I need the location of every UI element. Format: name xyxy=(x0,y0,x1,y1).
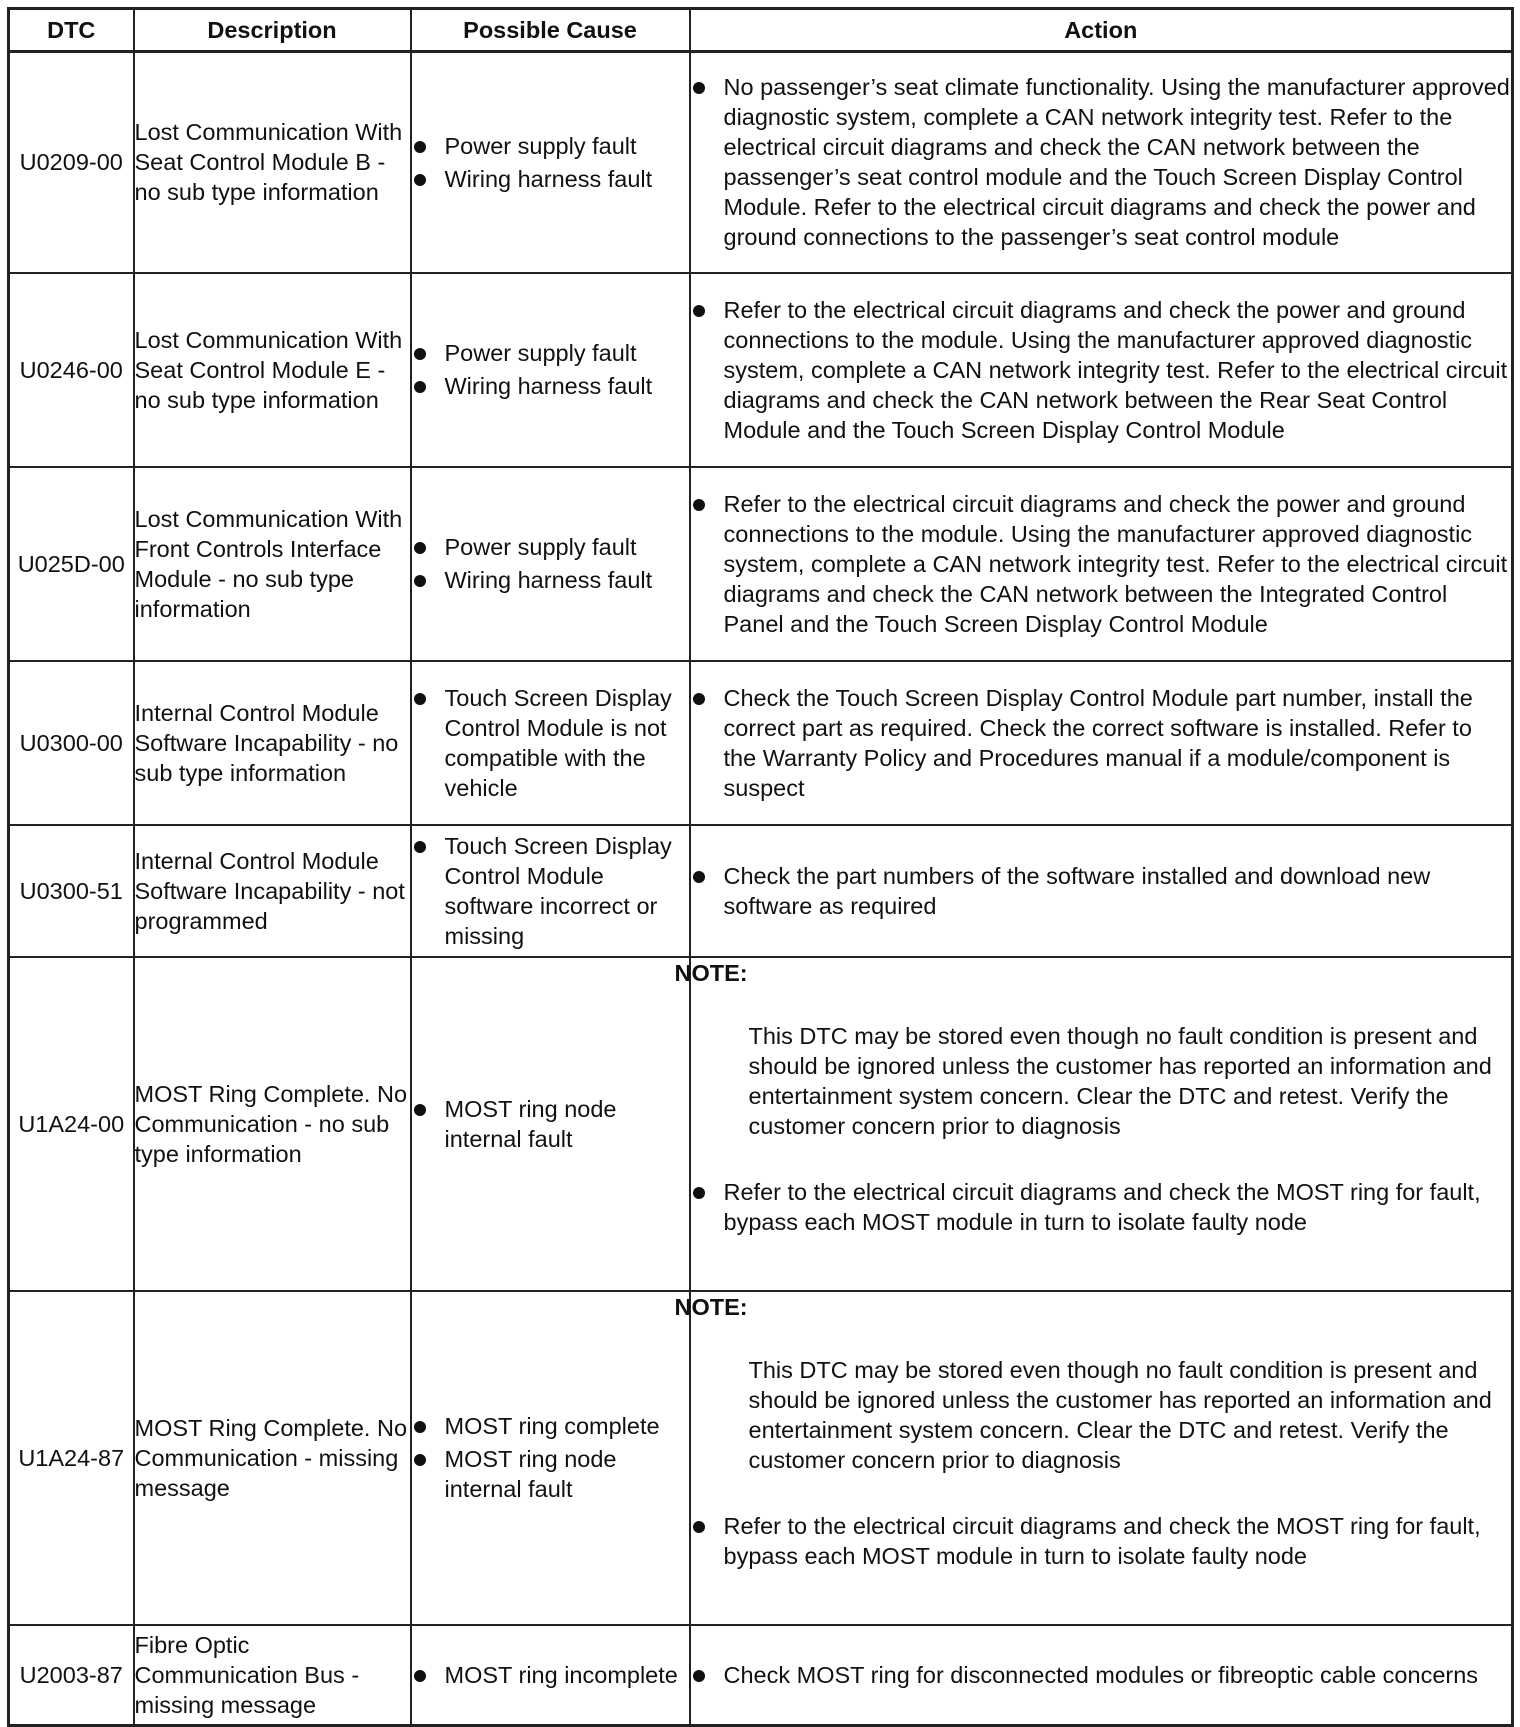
table-row xyxy=(9,825,1513,957)
action-item: Refer to the electrical circuit diagrams and check the MOST ring for fault, bypass each MOST module in turn to isolate faulty node xyxy=(691,1511,1512,1571)
possible-cause-list xyxy=(412,532,689,595)
action-item: Refer to the electrical circuit diagrams and check the power and ground connections to the module. Using the manufacturer approved diagnostic system, complete a CAN network integrity test. Refer to the electrical circuit diagrams and check the CAN network between the Integrated Control Panel and the Touch Screen Display Control Module xyxy=(691,489,1512,639)
action-item: No passenger’s seat climate functionality. Using the manufacturer approved diagnostic system, complete a CAN network integrity test. Refer to the electrical circuit diagrams and check the CAN network between the passenger’s seat control module and the Touch Screen Display Control Module. Refer to the electrical circuit diagrams and check the power and ground connections to the passenger’s seat control module xyxy=(691,72,1512,252)
dtc-code: U025D-00 xyxy=(9,467,134,661)
table-row xyxy=(9,1625,1513,1726)
action-list xyxy=(691,1177,1512,1237)
dtc-description: Lost Communication With Front Controls Interface Module - no sub type information xyxy=(134,467,411,661)
action-list xyxy=(691,489,1512,639)
possible-cause-item: Power supply fault xyxy=(412,338,689,368)
possible-cause-cell xyxy=(411,957,690,1291)
dtc-code: U1A24-00 xyxy=(9,957,134,1291)
note-label: NOTE: xyxy=(674,959,748,986)
dtc-code: U0209-00 xyxy=(9,52,134,273)
action-cell xyxy=(690,661,1513,825)
possible-cause-list xyxy=(412,1094,689,1154)
action-cell xyxy=(674,957,1513,1291)
possible-cause-list xyxy=(412,1411,689,1504)
table-row xyxy=(9,661,1513,825)
action-cell xyxy=(690,1625,1513,1726)
header-possible-cause: Possible Cause xyxy=(411,9,690,52)
dtc-description: Internal Control Module Software Incapability - no sub type information xyxy=(134,661,411,825)
action-list xyxy=(691,295,1512,445)
possible-cause-cell xyxy=(411,273,690,467)
note-text: This DTC may be stored even though no fault condition is present and should be ignored unless the customer has reported an information and entertainment system concern. Clear the DTC and retest. Verify the customer concern prior to diagnosis xyxy=(748,1022,1492,1139)
possible-cause-item: Power supply fault xyxy=(412,131,689,161)
possible-cause-cell xyxy=(411,1291,690,1625)
possible-cause-list xyxy=(412,1660,689,1690)
dtc-description: Lost Communication With Seat Control Module B - no sub type information xyxy=(134,52,411,273)
possible-cause-item: Touch Screen Display Control Module software incorrect or missing xyxy=(412,831,689,951)
dtc-code: U0246-00 xyxy=(9,273,134,467)
header-description: Description xyxy=(134,9,411,52)
dtc-code: U0300-51 xyxy=(9,825,134,957)
possible-cause-item: MOST ring complete xyxy=(412,1411,689,1441)
possible-cause-item: MOST ring node internal fault xyxy=(412,1444,689,1504)
table-row xyxy=(9,957,1513,1291)
table-row xyxy=(9,467,1513,661)
dtc-description: MOST Ring Complete. No Communication - missing message xyxy=(134,1291,411,1625)
note-text: This DTC may be stored even though no fault condition is present and should be ignored unless the customer has reported an information and entertainment system concern. Clear the DTC and retest. Verify the customer concern prior to diagnosis xyxy=(748,1356,1492,1473)
action-item: Check MOST ring for disconnected modules or fibreoptic cable concerns xyxy=(691,1660,1512,1690)
action-item: Check the part numbers of the software installed and download new software as required xyxy=(691,861,1512,921)
possible-cause-item: MOST ring node internal fault xyxy=(412,1094,689,1154)
action-cell xyxy=(690,467,1513,661)
possible-cause-item: Wiring harness fault xyxy=(412,164,689,194)
possible-cause-list xyxy=(412,338,689,401)
possible-cause-list xyxy=(412,831,689,951)
dtc-description: MOST Ring Complete. No Communication - no sub type information xyxy=(134,957,411,1291)
possible-cause-item: Power supply fault xyxy=(412,532,689,562)
action-list xyxy=(691,1660,1512,1690)
action-list xyxy=(691,72,1512,252)
action-cell xyxy=(690,825,1513,957)
possible-cause-cell xyxy=(411,467,690,661)
possible-cause-list xyxy=(412,131,689,194)
dtc-description: Fibre Optic Communication Bus - missing message xyxy=(134,1625,411,1726)
table-body xyxy=(9,52,1513,1726)
action-cell xyxy=(674,1291,1513,1625)
possible-cause-cell xyxy=(411,1625,690,1726)
action-list xyxy=(691,1511,1512,1571)
header-row xyxy=(9,9,1513,52)
possible-cause-item: Wiring harness fault xyxy=(412,565,689,595)
action-item: Check the Touch Screen Display Control Module part number, install the correct part as required. Check the correct software is installed. Refer to the Warranty Policy and Procedures manual if a module/component is suspect xyxy=(691,683,1512,803)
action-list xyxy=(691,683,1512,803)
possible-cause-cell xyxy=(411,825,690,957)
possible-cause-list xyxy=(412,683,689,803)
dtc-description: Internal Control Module Software Incapability - not programmed xyxy=(134,825,411,957)
dtc-code: U1A24-87 xyxy=(9,1291,134,1625)
dtc-description: Lost Communication With Seat Control Module E - no sub type information xyxy=(134,273,411,467)
table-row xyxy=(9,1291,1513,1625)
table-row xyxy=(9,52,1513,273)
possible-cause-cell xyxy=(411,661,690,825)
header-action: Action xyxy=(690,9,1513,52)
dtc-table xyxy=(7,7,1514,1727)
action-cell xyxy=(690,273,1513,467)
possible-cause-item: MOST ring incomplete xyxy=(412,1660,689,1690)
dtc-code: U0300-00 xyxy=(9,661,134,825)
action-cell xyxy=(690,52,1513,273)
possible-cause-item: Wiring harness fault xyxy=(412,371,689,401)
table-row xyxy=(9,273,1513,467)
header-dtc: DTC xyxy=(9,9,134,52)
action-item: Refer to the electrical circuit diagrams and check the MOST ring for fault, bypass each MOST module in turn to isolate faulty node xyxy=(691,1177,1512,1237)
action-list xyxy=(691,861,1512,921)
dtc-code: U2003-87 xyxy=(9,1625,134,1726)
note-label: NOTE: xyxy=(674,1293,748,1320)
possible-cause-cell xyxy=(411,52,690,273)
action-item: Refer to the electrical circuit diagrams and check the power and ground connections to the module. Using the manufacturer approved diagnostic system, complete a CAN network integrity test. Refer to the electrical circuit diagrams and check the CAN network between the Rear Seat Control Module and the Touch Screen Display Control Module xyxy=(691,295,1512,445)
possible-cause-item: Touch Screen Display Control Module is not compatible with the vehicle xyxy=(412,683,689,803)
